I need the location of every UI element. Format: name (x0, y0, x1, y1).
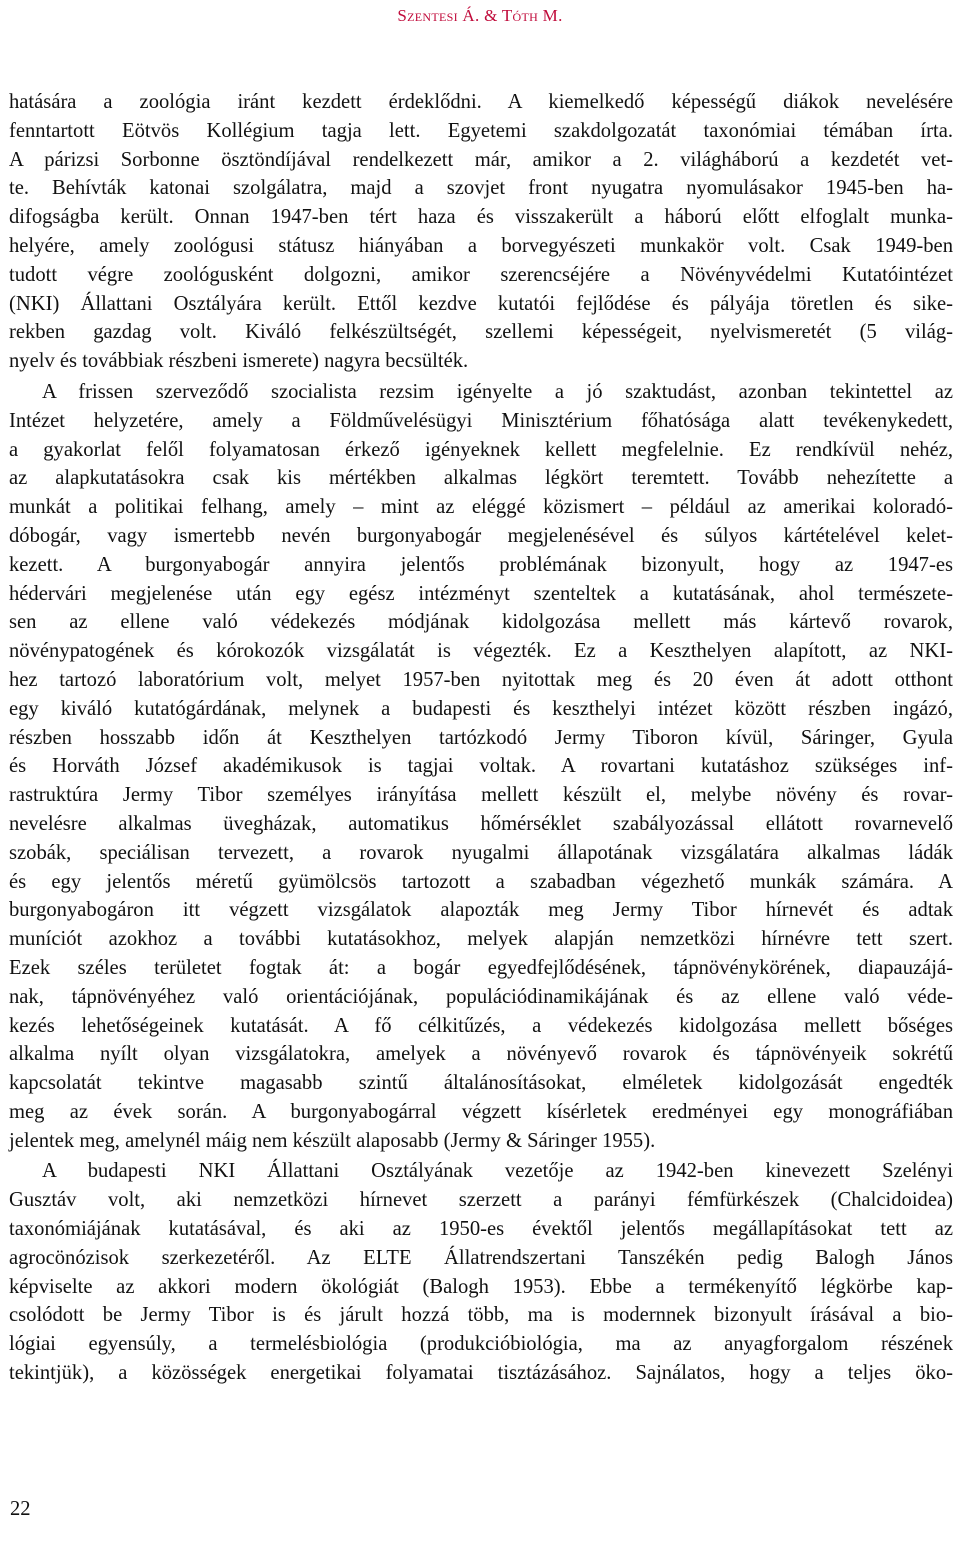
text-line: Ezek széles területet fogtak át: a bogár egyedfejlődésének, tápnövénykörének, diapauzájá- (9, 956, 953, 979)
text-line: és Horváth József akadémikusok is tagjai voltak. A rovartani kutatáshoz szükséges inf- (9, 755, 953, 778)
text-line: jelentek meg, amelynél máig nem készült alaposabb (Jermy & Sáringer 1955). (9, 1129, 656, 1152)
text-line: muníciót azokhoz a további kutatásokhoz, melyek alapján nemzetközi hírnévre tett szert. (9, 928, 953, 951)
text-line: rastruktúra Jermy Tibor személyes irányítása mellett készült el, melybe növény és rovar- (9, 784, 953, 807)
text-line: szobák, speciálisan tervezett, a rovarok nyugalmi állapotának vizsgálatára alkalmas ládák (9, 841, 953, 864)
text-line: difogságba került. Onnan 1947-ben tért haza és visszakerült a háború előtt elfoglalt munka- (9, 206, 953, 229)
paragraph-1 (9, 88, 953, 376)
text-line: fenntartott Eötvös Kollégium tagja lett. Egyetemi szakdolgozatát taxonómiai témában írta. (9, 119, 953, 142)
text-line: Intézet helyzetére, amely a Földművelésügyi Minisztérium főhatósága alatt tevékenykedett, (9, 409, 953, 432)
text-line: növénypatogének és kórokozók vizsgálatát is végezték. Ez a Keszthelyen alapított, az NKI- (9, 640, 953, 663)
text-line: lógiai egyensúly, a termelésbiológia (produkcióbiológia, ma az anyagforgalom részének (9, 1333, 953, 1356)
text-line: egy kiváló kutatógárdának, melynek a budapesti és keszthelyi intézet között részben ingázó, (9, 697, 953, 720)
text-line: képviselte az akkori modern ökológiát (Balogh 1953). Ebbe a termékenyítő légkörbe kap- (9, 1275, 953, 1298)
text-line: és egy jelentős méretű gyümölcsös tartozott a szabadban végezhető munkák számára. A (9, 870, 953, 893)
text-line: kezett. A burgonyabogár annyira jelentős problémának bizonyult, hogy az 1947-es (9, 553, 953, 576)
text-line: nyelv és továbbiak részbeni ismerete) nagyra becsülték. (9, 350, 469, 373)
text-line: A frissen szerveződő szocialista rezsim igényelte a jó szaktudást, azonban tekintettel az (42, 380, 953, 403)
paragraph-2 (9, 378, 953, 1156)
text-line: nevelésre alkalmas üvegházak, automatikus hőmérséklet szabályozással ellátott rovarnevelő (9, 812, 953, 835)
text-line: tudott végre zoológusként dolgozni, amikor szerencséjére a Növényvédelmi Kutatóintézet (9, 263, 953, 286)
text-line: agrocönózisok szerkezetéről. Az ELTE Állatrendszertani Tanszékén pedig Balogh János (9, 1246, 953, 1269)
text-line: hatására a zoológia iránt kezdett érdeklődni. A kiemelkedő képességű diákok nevelésére (9, 91, 953, 113)
text-line: sen az ellene való védekezés módjának kidolgozása mellett más kártevő rovarok, (9, 611, 953, 634)
body-text (9, 88, 953, 1388)
running-header: Szentesi Á. & Tóth M. (397, 6, 563, 25)
text-line: kezés lehetőségeinek kutatását. A fő célkitűzés, a védekezés kidolgozása mellett bőséges (9, 1014, 953, 1037)
text-line: munkát a politikai felhang, amely – mint az eléggé közismert – például az amerikai koloradó- (9, 496, 953, 519)
text-line: nak, tápnövényéhez való orientációjának, populációdinamikájának és az ellene való véde- (9, 985, 953, 1008)
text-line: részben hosszabb időn át Keszthelyen tartózkodó Jermy Tiboron kívül, Sáringer, Gyula (9, 726, 953, 749)
text-line: burgonyabogáron itt végzett vizsgálatok alapozták meg Jermy Tibor hírnevét és adtak (9, 899, 953, 922)
text-line: dóbogár, vagy ismertebb nevén burgonyabogár megjelenésével és súlyos kártételével kelet- (9, 524, 953, 547)
text-line: hez tartozó laboratórium volt, melyet 1957-ben nyitottak meg és 20 éven át adott otthont (9, 668, 953, 691)
text-line: alkalma nyílt olyan vizsgálatokra, amelyek a növényevő rovarok és tápnövényeik sokrétű (9, 1043, 953, 1066)
text-line: Gusztáv volt, aki nemzetközi hírnevet szerzett a parányi fémfürkészek (Chalcidoidea) (9, 1189, 953, 1212)
text-line: meg az évek során. A burgonyabogárral végzett kísérletek eredményei egy monográfiában (9, 1100, 953, 1123)
text-line: hédervári megjelenése után egy egész intézményt szenteltek a kutatásának, ahol természete- (9, 582, 953, 605)
text-line: taxonómiájának kutatásával, és aki az 1950-es évektől jelentős megállapításokat tett az (9, 1218, 953, 1241)
text-line: a gyakorlat felől folyamatosan érkező igényeknek kellett megfelelnie. Ez rendkívül nehéz, (9, 438, 953, 461)
page-number: 22 (10, 1498, 31, 1520)
text-line: A párizsi Sorbonne ösztöndíjával rendelkezett már, amikor a 2. világháború a kezdetét vet- (9, 148, 953, 171)
text-line: (NKI) Állattani Osztályára került. Ettől kezdve kutatói fejlődése és pályája töretlen és sike- (9, 292, 953, 315)
text-line: helyére, amely zoológusi státusz hiányában a borvegyészeti munkakör volt. Csak 1949-ben (9, 234, 953, 257)
text-line: rekben gazdag volt. Kiváló felkészültségét, szellemi képességeit, nyelvismeretét (5 világ- (9, 321, 953, 344)
text-line: csolódott be Jermy Tibor is és járult hozzá több, ma is modernnek bizonyult írásával a bio- (9, 1304, 953, 1327)
paragraph-3 (9, 1157, 953, 1387)
text-line: az alapkutatásokra csak kis mértékben alkalmas légkört teremtett. Tovább nehezítette a (9, 467, 953, 490)
text-line: A budapesti NKI Állattani Osztályának vezetője az 1942-ben kinevezett Szelényi (42, 1160, 953, 1183)
text-line: kapcsolatát tekintve magasabb szintű általánosításokat, elméletek kidolgozását engedték (9, 1072, 953, 1095)
text-line: tekintjük), a közösségek energetikai folyamatai tisztázásához. Sajnálatos, hogy a teljes öko- (9, 1362, 953, 1385)
text-line: te. Behívták katonai szolgálatra, majd a szovjet front nyugatra nyomulásakor 1945-ben ha- (9, 177, 953, 200)
